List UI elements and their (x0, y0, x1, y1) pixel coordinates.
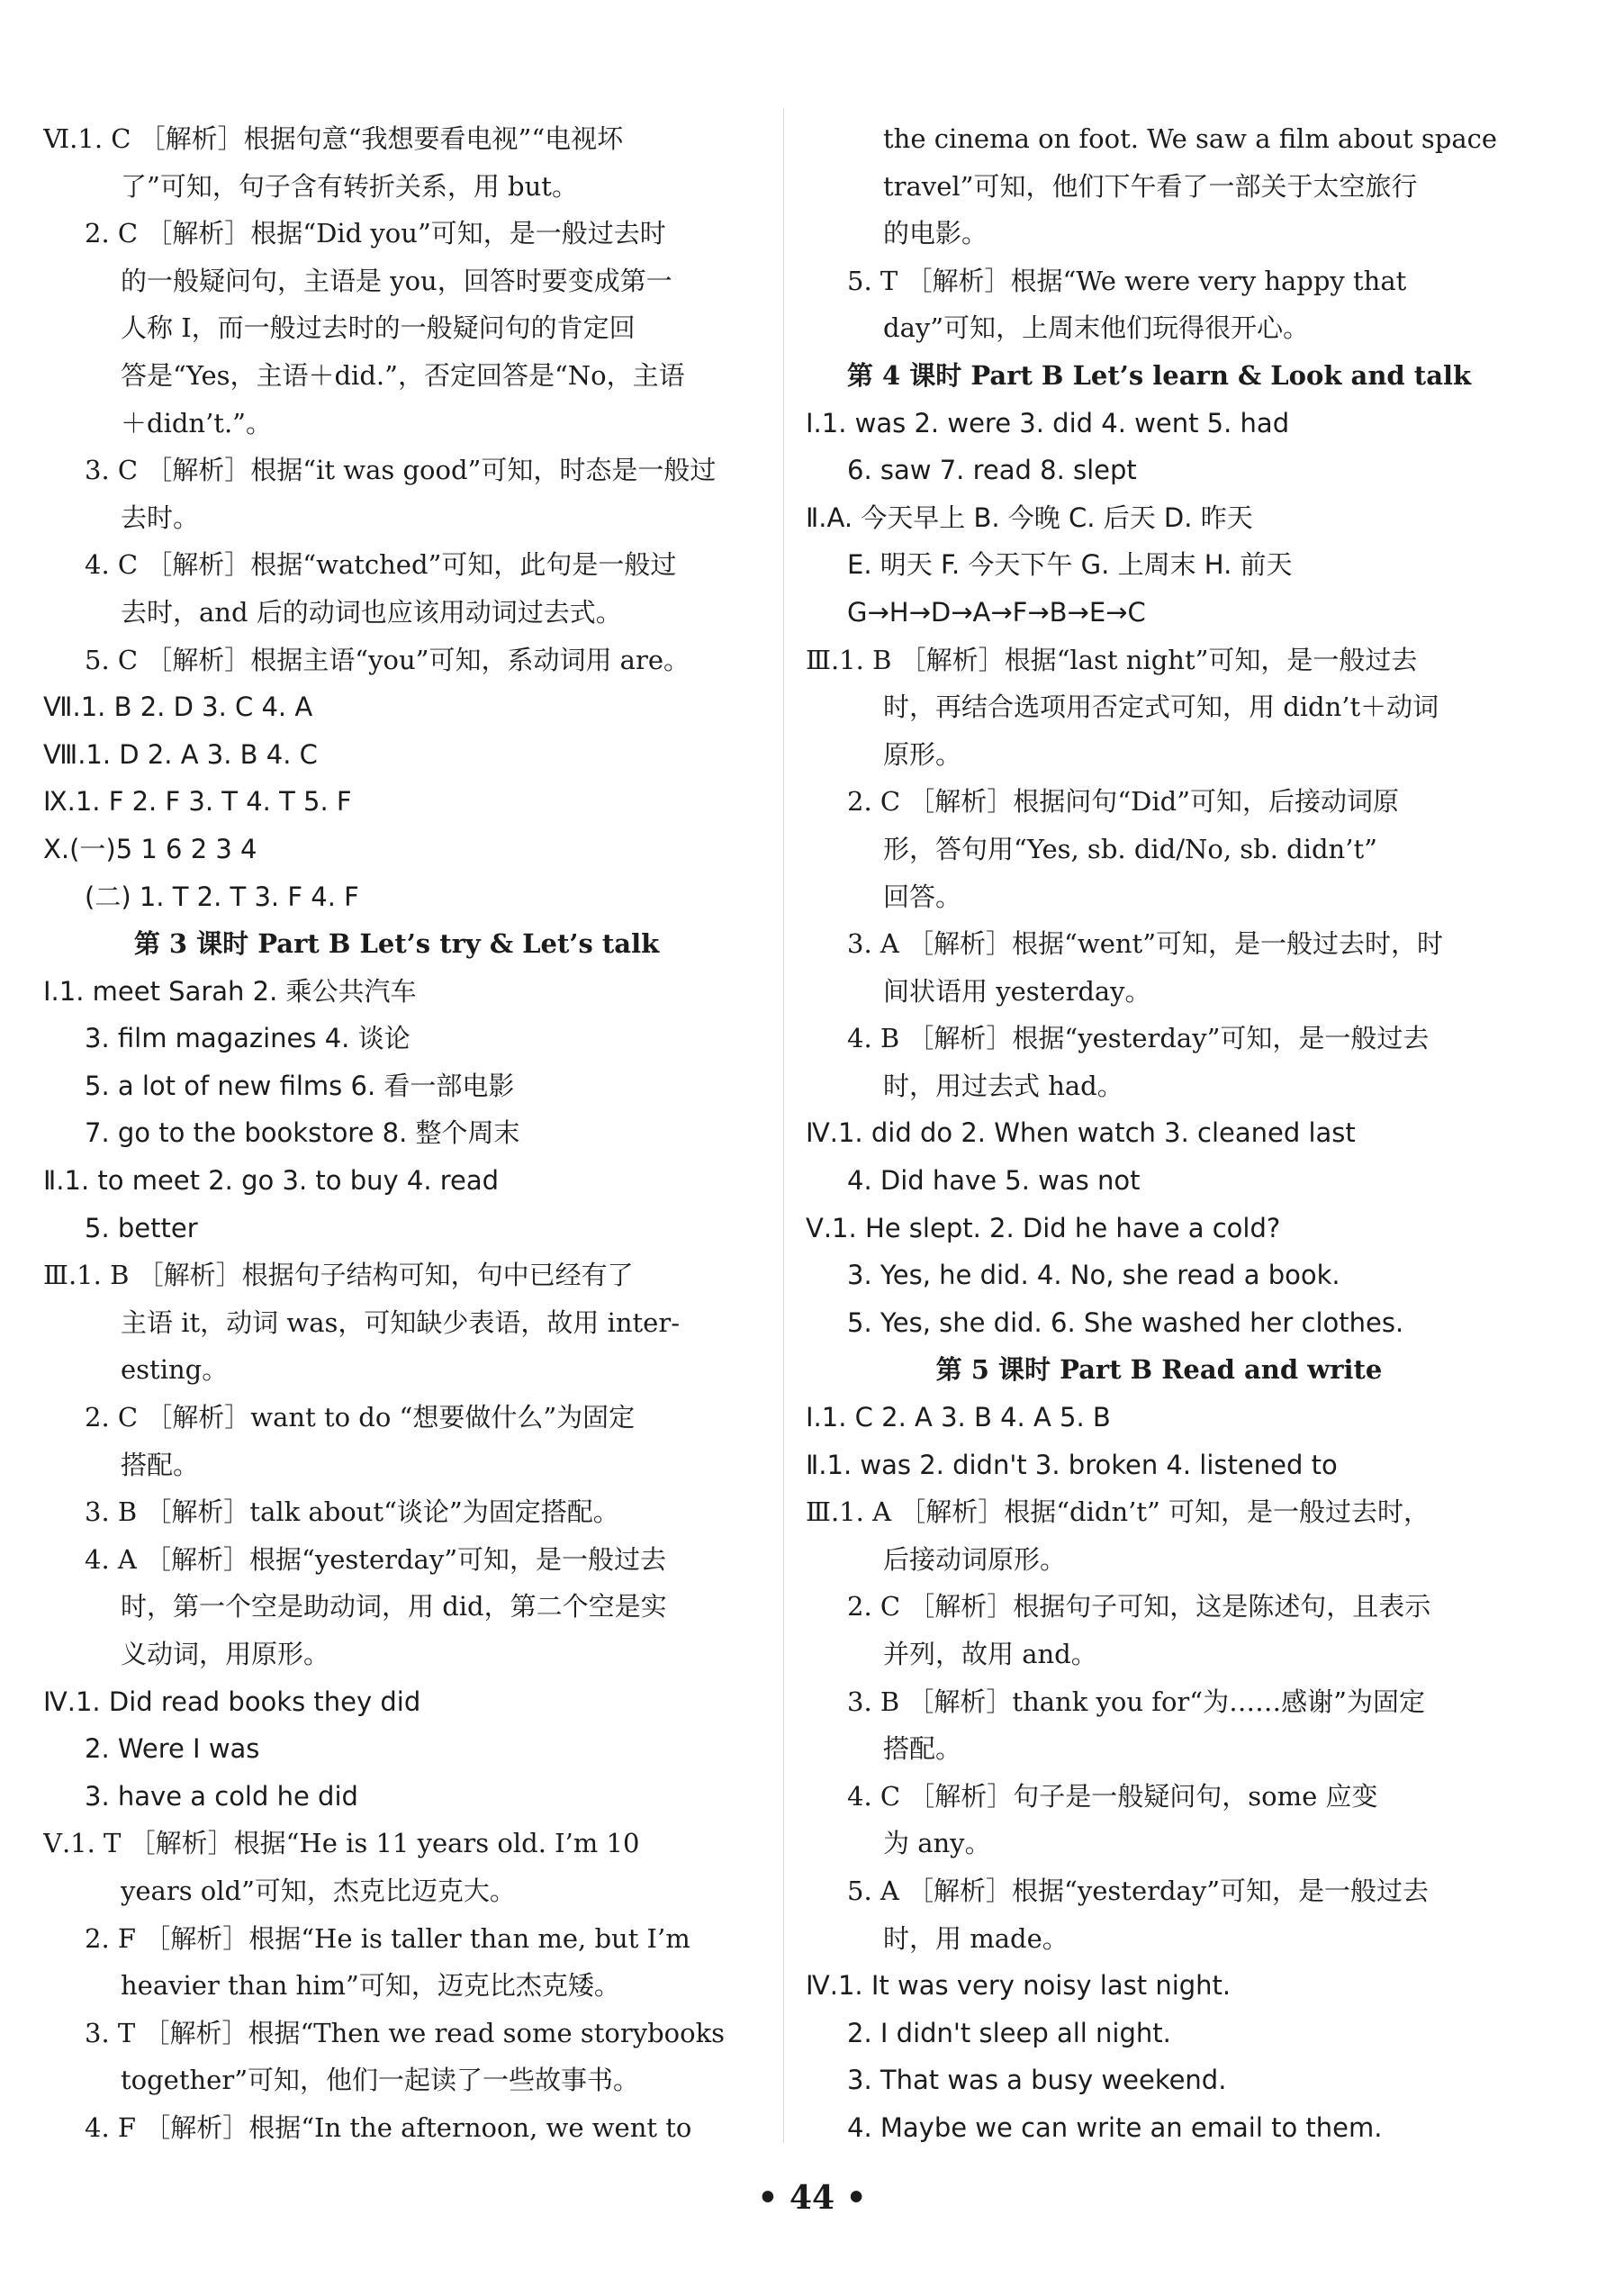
answer-line: 2. I didn't sleep all night. (847, 2017, 1171, 2048)
answer-line: 7. go to the bookstore 8. 整个周末 (85, 1117, 520, 1149)
answer-line: the cinema on foot. We saw a film about space (883, 123, 1498, 154)
answer-line: G→H→D→A→F→B→E→C (847, 596, 1146, 628)
answer-line: 原形。 (883, 738, 962, 770)
answer-line: 形，答句用“Yes, sb. did/No, sb. didn’t” (883, 833, 1377, 864)
answer-line: Ⅳ.1. Did read books they did (43, 1686, 421, 1717)
answer-line: 3. have a cold he did (85, 1780, 358, 1812)
answer-line: 3. T ［解析］根据“Then we read some storybooks (85, 2017, 726, 2048)
answer-line: 4. B ［解析］根据“yesterday”可知，是一般过去 (847, 1023, 1430, 1054)
answer-line: 人称 I，而一般过去时的一般疑问句的肯定回 (121, 312, 636, 344)
answer-line: 2. F ［解析］根据“He is taller than me, but I’m (85, 1922, 690, 1954)
answer-line: 主语 it，动词 was，可知缺少表语，故用 inter- (121, 1306, 681, 1338)
answer-line: 2. Were I was (85, 1733, 260, 1765)
page-number: • 44 • (757, 2179, 867, 2217)
answer-line: 5. C ［解析］根据主语“you”可知，系动词用 are。 (85, 644, 690, 675)
right-column (806, 115, 1512, 2152)
answer-line: 的一般疑问句，主语是 you，回答时要变成第一 (121, 265, 672, 296)
answer-line: 后接动词原形。 (883, 1543, 1067, 1575)
answer-line: Ⅱ.1. was 2. didn't 3. broken 4. listened to (806, 1449, 1338, 1480)
answer-line: 并列，故用 and。 (883, 1639, 1097, 1669)
answer-line: 4. F ［解析］根据“In the afternoon, we went to (85, 2111, 692, 2143)
answer-line: Ⅲ.1. B ［解析］根据句子结构可知，句中已经有了 (43, 1260, 634, 1291)
answer-line: Ⅲ.1. A ［解析］根据“didn’t” 可知，是一般过去时， (806, 1496, 1430, 1528)
answer-line: 4. Maybe we can write an email to them. (847, 2111, 1383, 2143)
answer-line: Ⅷ.1. D 2. A 3. B 4. C (43, 738, 318, 770)
answer-line: esting。 (121, 1354, 229, 1386)
answer-line: (二) 1. T 2. T 3. F 4. F (85, 881, 359, 912)
answer-line: Ⅴ.1. T ［解析］根据“He is 11 years old. I’m 10 (43, 1828, 640, 1859)
answer-line: 为 any。 (883, 1828, 991, 1859)
answer-line: Ⅵ.1. C ［解析］根据句意“我想要看电视”“电视坏 (43, 123, 624, 154)
answer-line: 3. A ［解析］根据“went”可知，是一般过去时，时 (847, 928, 1444, 960)
answer-line: 4. A ［解析］根据“yesterday”可知，是一般过去 (85, 1543, 667, 1575)
answer-line: ＋didn’t.”。 (121, 407, 272, 438)
answer-line: 3. Yes, he did. 4. No, she read a book. (847, 1260, 1340, 1291)
answer-line: day”可知，上周末他们玩得很开心。 (883, 312, 1310, 344)
answer-line: Ⅱ.1. to meet 2. go 3. to buy 4. read (43, 1165, 500, 1197)
answer-line: heavier than him”可知，迈克比杰克矮。 (121, 1970, 620, 2002)
answer-line: Ⅳ.1. It was very noisy last night. (806, 1970, 1232, 2002)
answer-line: 4. Did have 5. was not (847, 1165, 1141, 1197)
answer-line: Ⅰ.1. meet Sarah 2. 乘公共汽车 (43, 975, 417, 1007)
answer-line: 时，第一个空是助动词，用 did，第二个空是实 (121, 1591, 667, 1623)
answer-line: 答是“Yes，主语＋did.”，否定回答是“No，主语 (121, 359, 685, 391)
answer-line: Ⅴ.1. He slept. 2. Did he have a cold? (806, 1212, 1281, 1243)
answer-line: 4. C ［解析］根据“watched”可知，此句是一般过 (85, 549, 677, 581)
answer-line: Ⅲ.1. B ［解析］根据“last night”可知，是一般过去 (806, 644, 1418, 675)
answer-line: 3. That was a busy weekend. (847, 2065, 1227, 2096)
section-heading: 第 4 课时 Part B Let’s learn & Look and talk (846, 359, 1472, 391)
answer-line: 3. film magazines 4. 谈论 (85, 1023, 411, 1054)
answer-line: 5. Yes, she did. 6. She washed her clothes. (847, 1306, 1404, 1338)
answer-line: travel”可知，他们下午看了一部关于太空旅行 (883, 170, 1418, 202)
answer-line: E. 明天 F. 今天下午 G. 上周末 H. 前天 (847, 549, 1293, 581)
answer-line: 2. C ［解析］根据“Did you”可知，是一般过去时 (85, 218, 666, 249)
answer-line: Ⅰ.1. was 2. were 3. did 4. went 5. had (806, 407, 1290, 438)
answer-line: 4. C ［解析］句子是一般疑问句，some 应变 (847, 1780, 1378, 1812)
answer-line: 了”可知，句子含有转折关系，用 but。 (121, 170, 578, 202)
answer-line: together”可知，他们一起读了一些故事书。 (121, 2065, 640, 2096)
answer-line: Ⅱ.A. 今天早上 B. 今晚 C. 后天 D. 昨天 (806, 502, 1253, 533)
answer-line: 时，再结合选项用否定式可知，用 didn’t＋动词 (883, 692, 1439, 723)
answer-line: 3. B ［解析］thank you for“为……感谢”为固定 (847, 1686, 1425, 1717)
answer-line: 去时。 (121, 502, 200, 533)
answer-line: 搭配。 (121, 1449, 200, 1480)
answer-line: 间状语用 yesterday。 (883, 975, 1151, 1007)
answer-line: 2. C ［解析］根据问句“Did”可知，后接动词原 (847, 786, 1400, 818)
section-heading: 第 3 课时 Part B Let’s try & Let’s talk (133, 928, 660, 960)
answer-line: 2. C ［解析］want to do “想要做什么”为固定 (85, 1402, 636, 1433)
answer-line: Ⅸ.1. F 2. F 3. T 4. T 5. F (43, 786, 352, 818)
answer-line: 5. better (85, 1212, 198, 1243)
answer-line: 时，用过去式 had。 (883, 1070, 1123, 1101)
answer-line: years old”可知，杰克比迈克大。 (121, 1875, 516, 1906)
left-column (43, 115, 750, 2152)
answer-line: 5. A ［解析］根据“yesterday”可知，是一般过去 (847, 1875, 1430, 1906)
answer-line: 3. B ［解析］talk about“谈论”为固定搭配。 (85, 1496, 619, 1528)
answer-line: 去时，and 后的动词也应该用动词过去式。 (121, 596, 622, 628)
answer-line: 的电影。 (883, 218, 988, 249)
answer-line: 5. a lot of new films 6. 看一部电影 (85, 1070, 515, 1101)
answer-line: 义动词，用原形。 (121, 1639, 330, 1669)
answer-line: Ⅳ.1. did do 2. When watch 3. cleaned last (806, 1117, 1356, 1149)
answer-line: 2. C ［解析］根据句子可知，这是陈述句，且表示 (847, 1591, 1431, 1623)
answer-line: 5. T ［解析］根据“We were very happy that (847, 265, 1407, 296)
answer-line: 6. saw 7. read 8. slept (847, 455, 1137, 486)
answer-line: Ⅶ.1. B 2. D 3. C 4. A (43, 692, 313, 723)
answer-line: Ⅰ.1. C 2. A 3. B 4. A 5. B (806, 1402, 1111, 1433)
answer-line: 3. C ［解析］根据“it was good”可知，时态是一般过 (85, 455, 717, 486)
section-heading: 第 5 课时 Part B Read and write (935, 1354, 1383, 1386)
column-divider (783, 108, 784, 2143)
answer-line: Ⅹ.(一)5 1 6 2 3 4 (43, 833, 257, 864)
answer-line: 回答。 (883, 881, 962, 912)
answer-line: 搭配。 (883, 1733, 962, 1765)
answer-line: 时，用 made。 (883, 1922, 1069, 1954)
